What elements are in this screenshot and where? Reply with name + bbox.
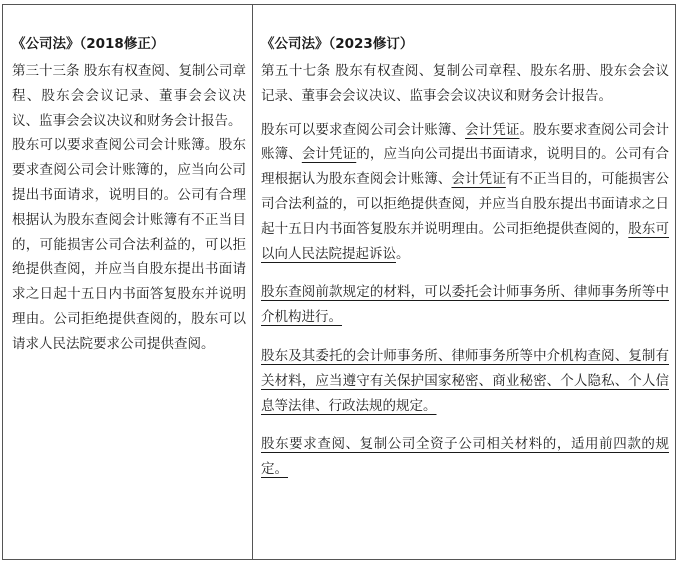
right-article-number: 第五十七条 <box>261 63 331 79</box>
right-p2-part: 的，应当向公司提出书面请求，说明目的。公司有合理根据认为股东查阅会计账簿、 <box>261 146 670 188</box>
right-p2-part: 有不正当目的，可能损害公司合法利益的，可以拒绝提供查阅，并应当自股东提出书面请求之日起十五日内书面答复股东并说明理由。公司拒绝提供查阅的， <box>261 171 670 237</box>
right-p5-underlined: 股东要求查阅、复制公司全资子公司相关材料的，适用前四款的规定。 <box>261 436 669 478</box>
right-p2-underlined: 股东可以向人民法院提起诉讼 <box>261 220 670 262</box>
right-p2-part: 。股东要求查阅公司会计账簿、 <box>261 121 670 163</box>
left-p1-text: 股东有权查阅、复制公司章程、股东会会议记录、董事会会议决议、监事会会议决议和财务会计报告。 <box>12 63 246 129</box>
right-p3-underlined: 股东查阅前款规定的材料，可以委托会计师事务所、律师事务所等中介机构进行。 <box>261 284 669 326</box>
right-p2-underlined: 会计凭证 <box>451 171 506 188</box>
left-title: 《公司法》（2018修正） <box>12 36 165 52</box>
right-p2-part: 股东可以要求查阅公司会计账簿、 <box>261 121 466 138</box>
right-title: 《公司法》（2023修订） <box>261 36 414 52</box>
left-paragraph-1 <box>12 59 246 133</box>
left-article-number: 第三十三条 <box>12 63 80 79</box>
right-p2-underlined: 会计凭证 <box>301 146 357 163</box>
left-column-2018 <box>3 5 253 559</box>
comparison-table <box>2 4 676 560</box>
right-paragraph-2 <box>261 118 669 267</box>
right-p2-underlined: 会计凭证 <box>465 121 520 138</box>
right-paragraph-5 <box>261 432 669 482</box>
right-p1-text: 股东有权查阅、复制公司章程、股东名册、股东会会议记录、董事会会议决议、监事会会议决议和财务会计报告。 <box>261 63 669 104</box>
right-paragraph-1 <box>261 59 669 109</box>
right-p4-underlined: 股东及其委托的会计师事务所、律师事务所等中介机构查阅、复制有关材料，应当遵守有关保护国家秘密、商业秘密、个人隐私、个人信息等法律、行政法规的规定。 <box>261 347 669 414</box>
right-column-2023 <box>253 5 675 559</box>
right-p2-part: 。 <box>396 245 410 262</box>
right-paragraph-3 <box>261 280 669 330</box>
left-paragraph-2: 股东可以要求查阅公司会计账簿。股东要求查阅公司会计账簿的，应当向公司提出书面请求，说明目的。公司有合理根据认为股东查阅会计账簿有不正当目的，可能损害公司合法利益的，可以拒绝提供查阅，并应当自股东提出书面请求之日起十五日内书面答复股东并说明理由。公司拒绝提供查阅的，股东可以请求人民法院要求公司提供查阅。 <box>12 137 246 352</box>
right-paragraph-4 <box>261 344 669 418</box>
